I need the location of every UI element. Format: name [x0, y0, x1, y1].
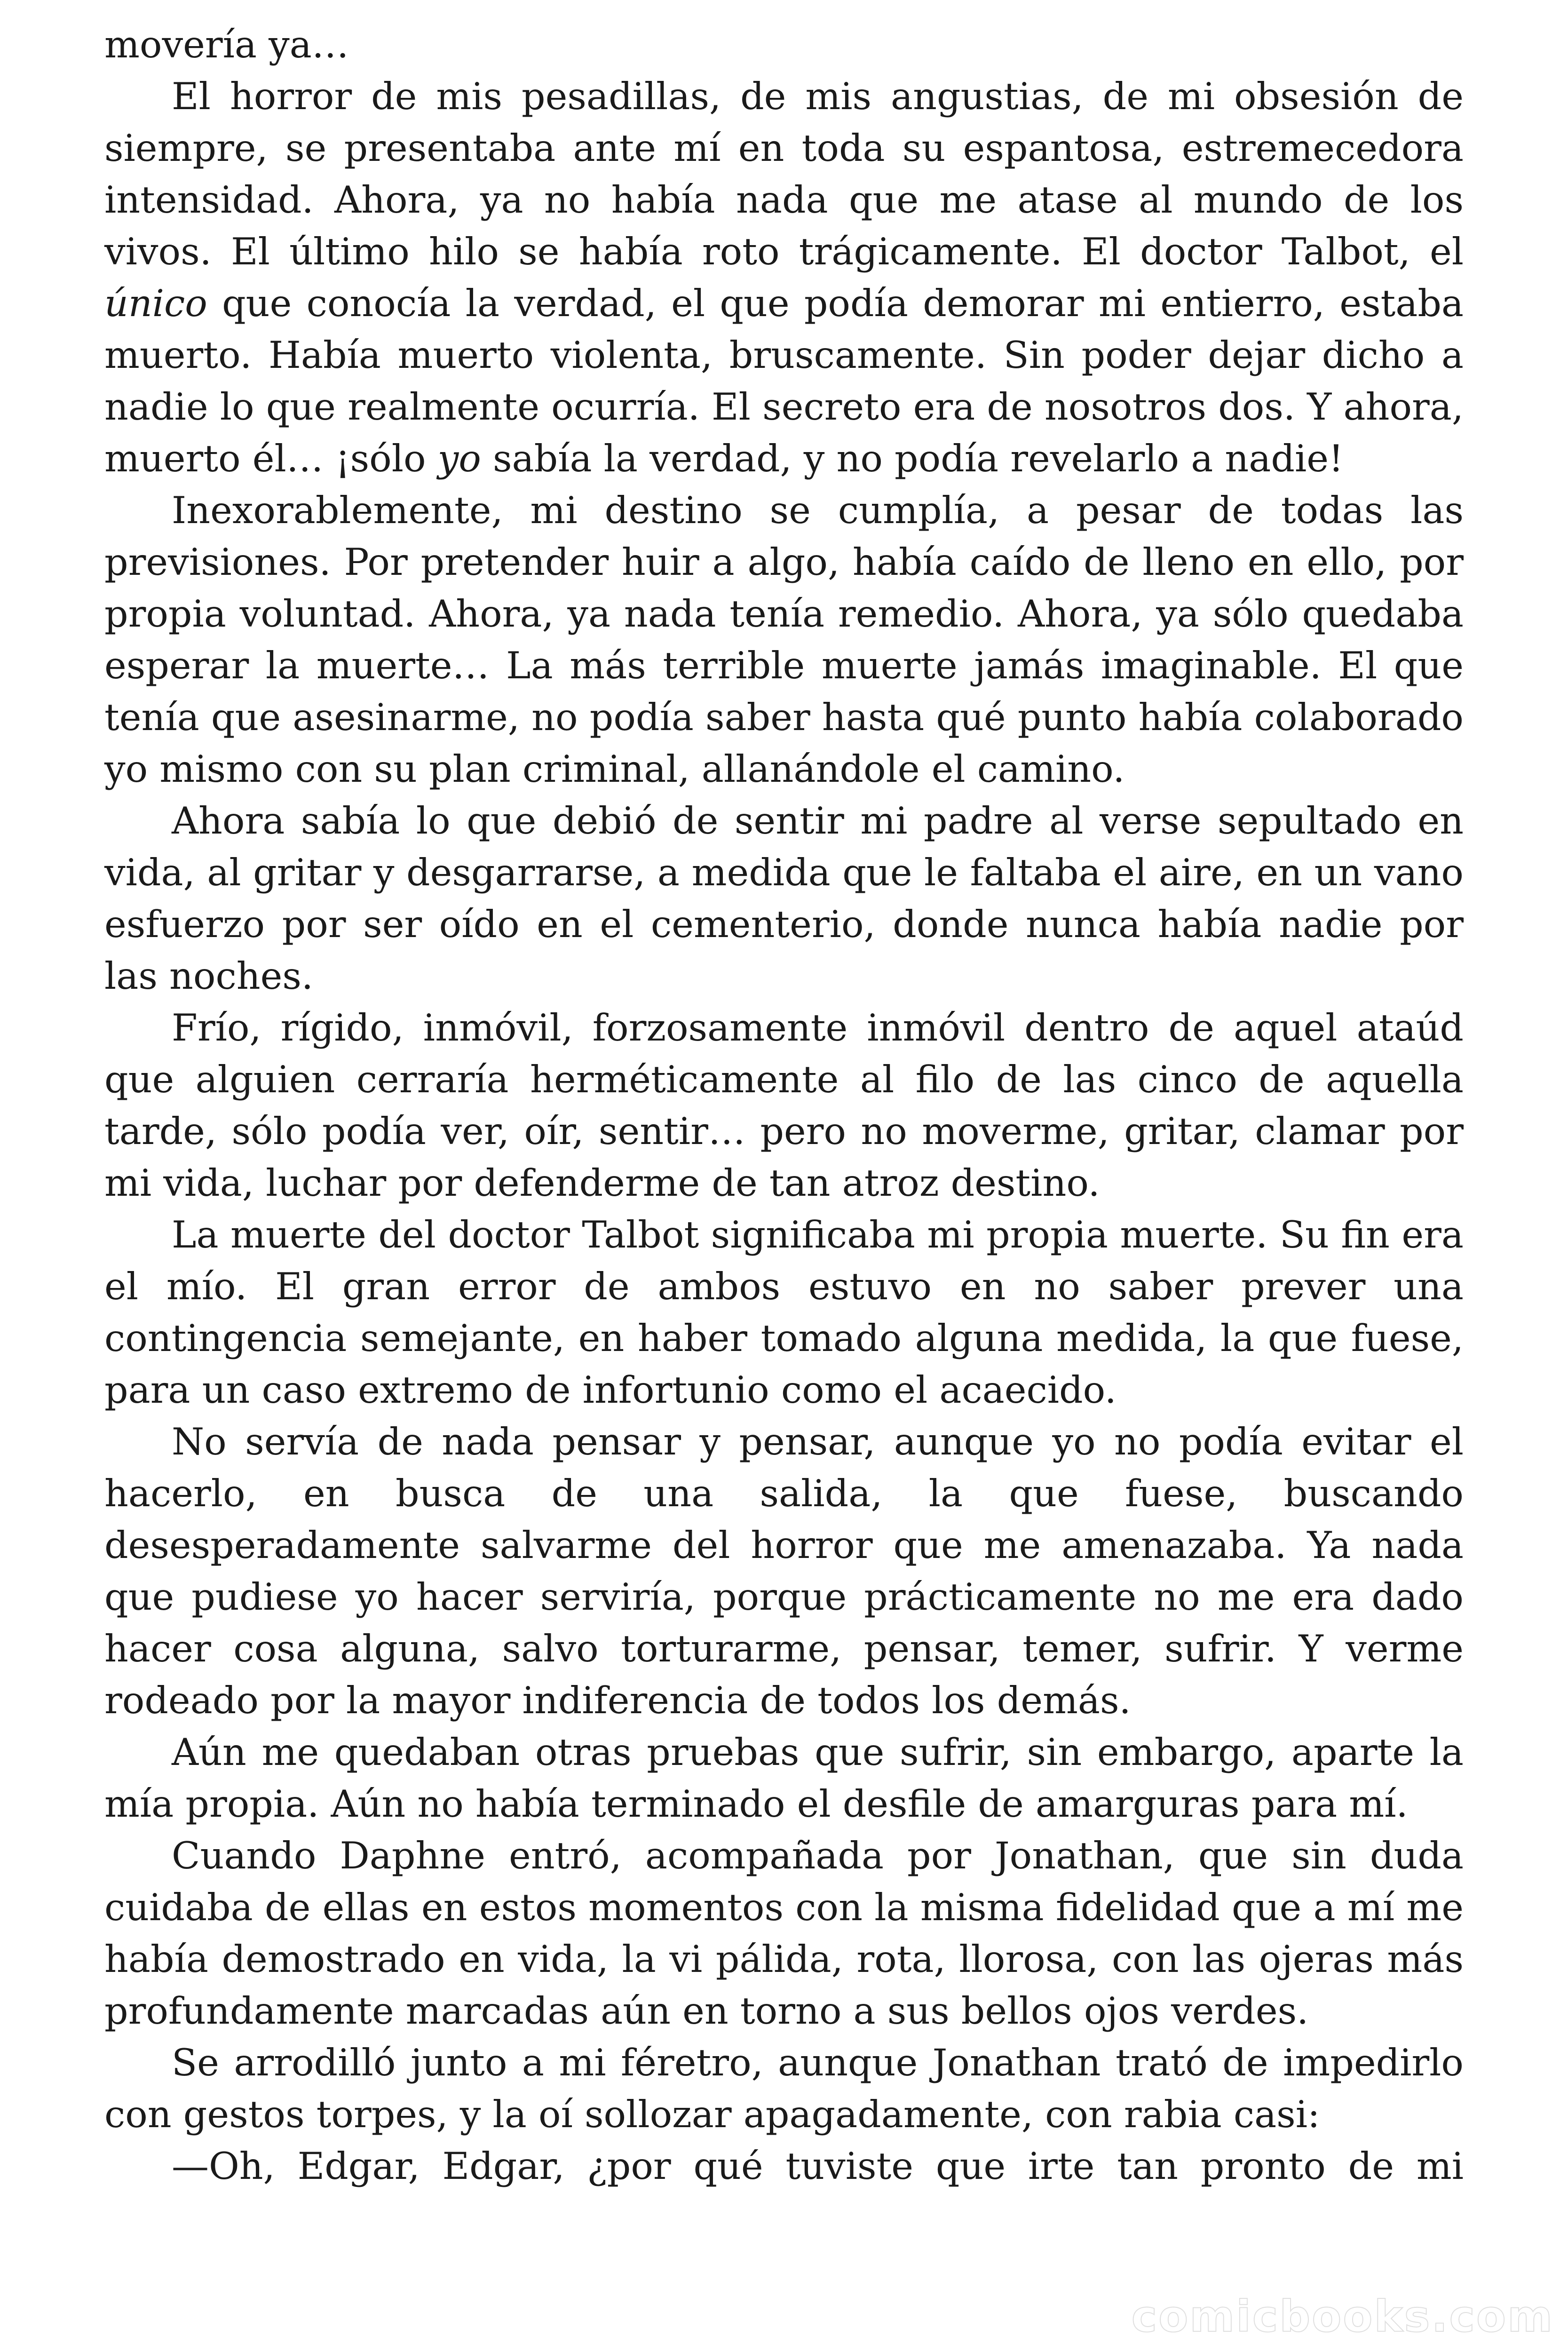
paragraph-2-text-c: sabía la verdad, y no podía revelarlo a nadie!	[481, 437, 1344, 480]
paragraph-5: Frío, rígido, inmóvil, forzosamente inmóvil dentro de aquel ataúd que alguien cerraría herméticamente al filo de las cinco de aquella tarde, sólo podía ver, oír, sentir… pero no moverme, gritar, clamar por mi vida, luchar por defenderme de tan atroz destino.	[104, 1006, 1464, 1205]
paragraph-11: —Oh, Edgar, Edgar, ¿por qué tuviste que irte tan pronto de mi	[172, 2145, 1464, 2188]
paragraph-2-italic-unico: único	[104, 282, 207, 325]
paragraph-8: Aún me quedaban otras pruebas que sufrir, sin embargo, aparte la mía propia. Aún no había terminado el desfile de amarguras para mí.	[104, 1731, 1464, 1826]
paragraph-2	[104, 71, 1464, 485]
paragraph-7: No servía de nada pensar y pensar, aunque yo no podía evitar el hacerlo, en busca de una salida, la que fuese, buscando desesperadamente salvarme del horror que me amenazaba. Ya nada que pudiese yo hacer serviría, porque prácticamente no me era dado hacer cosa alguna, salvo torturarme, pensar, temer, sufrir. Y verme rodeado por la mayor indiferencia de todos los demás.	[104, 1420, 1464, 1722]
paragraph-9: Cuando Daphne entró, acompañada por Jonathan, que sin duda cuidaba de ellas en estos momentos con la misma fidelidad que a mí me había demostrado en vida, la vi pálida, rota, llorosa, con las ojeras más profundamente marcadas aún en torno a sus bellos ojos verdes.	[104, 1834, 1464, 2033]
paragraph-4: Ahora sabía lo que debió de sentir mi padre al verse sepultado en vida, al gritar y desgarrarse, a medida que le faltaba el aire, en un vano esfuerzo por ser oído en el cementerio, donde nunca había nadie por las noches.	[104, 799, 1464, 998]
paragraph-2-italic-yo: yo	[437, 437, 481, 480]
paragraph-10: Se arrodilló junto a mi féretro, aunque Jonathan trató de impedirlo con gestos torpes, y la oí sollozar apagadamente, con rabia casi:	[104, 2041, 1464, 2136]
watermark-logo: comicbooks.com	[1131, 2291, 1554, 2342]
paragraph-2-text-a: El horror de mis pesadillas, de mis angustias, de mi obsesión de siempre, se presentaba ante mí en toda su espantosa, estremecedora intensidad. Ahora, ya no había nada que me atase al mundo de los vivos. El último hilo se había roto trágicamente. El doctor Talbot, el	[104, 75, 1464, 273]
paragraph-1: movería ya…	[104, 23, 349, 66]
book-page	[104, 19, 1464, 2192]
paragraph-3: Inexorablemente, mi destino se cumplía, a pesar de todas las previsiones. Por pretender huir a algo, había caído de lleno en ello, por propia voluntad. Ahora, ya nada tenía remedio. Ahora, ya sólo quedaba esperar la muerte… La más terrible muerte jamás imaginable. El que tenía que asesinarme, no podía saber hasta qué punto había colaborado yo mismo con su plan criminal, allanándole el camino.	[104, 489, 1464, 791]
paragraph-2-text-b: que conocía la verdad, el que podía demorar mi entierro, estaba muerto. Había muerto violenta, bruscamente. Sin poder dejar dicho a nadie lo que realmente ocurría. El secreto era de nosotros dos. Y ahora, muerto él… ¡sólo	[104, 282, 1464, 480]
paragraph-6: La muerte del doctor Talbot significaba mi propia muerte. Su fin era el mío. El gran error de ambos estuvo en no saber prever una contingencia semejante, en haber tomado alguna medida, la que fuese, para un caso extremo de infortunio como el acaecido.	[104, 1213, 1464, 1412]
